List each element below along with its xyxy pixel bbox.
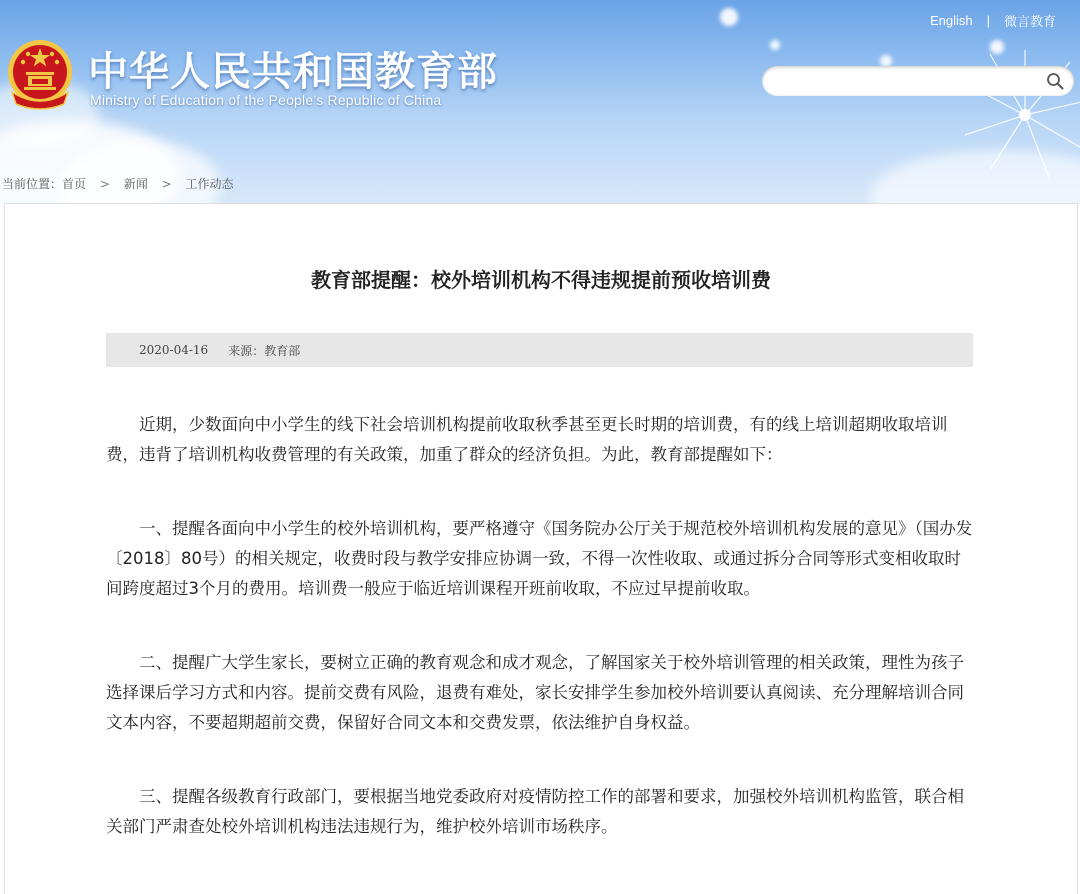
sparkle-decoration (770, 40, 780, 50)
site-title: 中华人民共和国教育部 (88, 49, 498, 95)
site-subtitle: Ministry of Education of the People's Republic of China (90, 92, 442, 108)
breadcrumb-news[interactable]: 新闻 (123, 177, 148, 191)
breadcrumb-label: 当前位置： (2, 177, 63, 191)
article-meta-bar (106, 333, 973, 367)
national-emblem-icon (6, 38, 74, 110)
article-paragraph: 近期，少数面向中小学生的线下社会培训机构提前收取秋季甚至更长时期的培训费，有的线上培训超期收取培训费，违背了培训机构收费管理的有关政策，加重了群众的经济负担。为此，教育部提醒如下： (106, 415, 948, 464)
search-icon[interactable] (1046, 72, 1064, 90)
weibo-link[interactable]: 微言教育 (1003, 14, 1056, 29)
breadcrumb-separator: > (99, 177, 110, 191)
dandelion-icon (950, 40, 1080, 190)
link-separator: | (986, 13, 990, 28)
article-title: 教育部提醒：校外培训机构不得违规提前预收培训费 (311, 268, 771, 292)
breadcrumb (2, 175, 234, 192)
breadcrumb-work-updates[interactable]: 工作动态 (185, 177, 234, 191)
publish-date: 2020-04-16 (139, 343, 209, 357)
article-paragraph: 三、提醒各级教育行政部门，要根据当地党委政府对疫情防控工作的部署和要求，加强校外培训机构监管，联合相关部门严肃查处校外培训机构违法违规行为，维护校外培训市场秩序。 (106, 787, 964, 836)
breadcrumb-home[interactable]: 首页 (62, 177, 87, 191)
article-paragraph: 一、提醒各面向中小学生的校外培训机构，要严格遵守《国务院办公厅关于规范校外培训机构发展的意见》（国办发〔2018〕80号）的相关规定，收费时段与教学安排应协调一致，不得一次性收取、或通过拆分合同等形式变相收取时间跨度超过3个月的费用。培训费一般应于临近培训课程开班前收取，不应过早提前收取。 (106, 519, 973, 598)
article-source: 来源：教育部 (228, 343, 301, 358)
sparkle-decoration (720, 8, 738, 26)
header-banner (0, 0, 1080, 205)
article-paragraph: 二、提醒广大学生家长，要树立正确的教育观念和成才观念，了解国家关于校外培训管理的相关政策，理性为孩子选择课后学习方式和内容。提前交费有风险，退费有难处，家长安排学生参加校外培训要认真阅读、充分理解培训合同文本内容，不要超期超前交费，保留好合同文本和交费发票，依法维护自身权益。 (106, 653, 964, 732)
search-box (762, 66, 1074, 96)
top-links (930, 11, 1056, 30)
article-body (106, 410, 976, 886)
english-link[interactable]: English (929, 13, 973, 28)
breadcrumb-separator: > (161, 177, 172, 191)
search-input[interactable] (776, 71, 1040, 93)
article-panel (4, 203, 1078, 894)
